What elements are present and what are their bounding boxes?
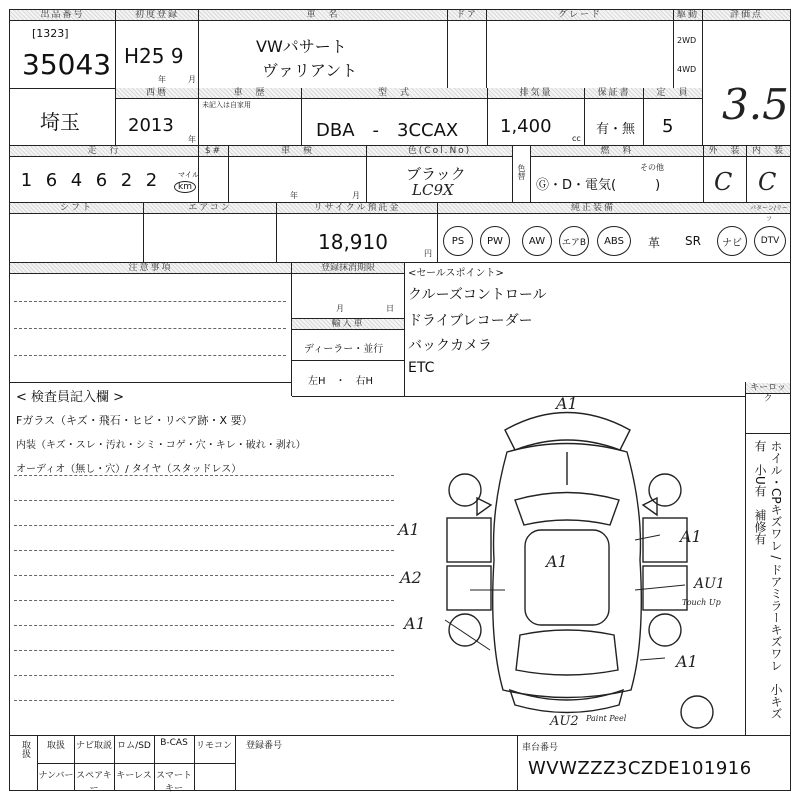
mark-front-roof: A1 [556,394,578,413]
reg-number-label: 登録番号 [245,741,282,751]
mileage-label: 走 行 [10,146,198,157]
drive-4wd: 4WD [677,65,697,74]
color-value: ブラック [406,165,466,183]
color-change-label: 色替 [517,164,526,180]
bottom-side-cell [10,736,38,790]
right-rear-door [643,566,687,610]
equip-leather: 革 [648,236,661,250]
inspector-interior: 内装（キズ・スレ・汚れ・シミ・コゲ・穴・キレ・破れ・剥れ） [16,440,306,451]
mark-right-rear: A1 [676,652,698,671]
car-front-roof-outline [505,413,630,451]
car-name-label: 車 名 [199,10,447,21]
sales-point: ドライブレコーダー [408,313,533,329]
type-value: DBA - 3CCAX [316,120,459,141]
car-name-line1: VWパサート [256,37,347,56]
warranty-label: 保証書 [585,88,643,99]
grade-label: グレード [487,10,673,21]
bottom-side-label: 取扱 [20,740,30,758]
recycle-label: リサイクル預託金 [277,203,437,214]
equip-ps-badge: PS [443,226,473,256]
history-label: 車 歴 [199,88,301,99]
bottom-cell: B-CAS [160,738,188,748]
mark-right-front: A1 [680,527,702,546]
shaken-year: 年 [290,191,298,200]
fuel-label: 燃 料 [531,146,703,157]
mileage-digit: 2 [120,170,133,191]
replaced-label: $# [199,146,228,157]
roof-panel [525,530,609,625]
windshield [515,493,619,526]
bottom-cell: スペアキー [76,771,112,794]
rear-window [516,630,618,675]
month-unit: 月 [188,75,196,84]
history-note: 未記入は自家用 [202,101,251,109]
equip-abs-badge: ABS [597,226,631,256]
equip-airbag-badge: エアB [559,226,589,256]
import-label: 輸入車 [292,319,404,330]
bottom-cell: 取扱 [46,741,65,751]
pointer-line [635,535,660,540]
inspector-glass: Fガラス（キズ・飛石・ヒビ・リペア跡・X 要） [16,414,253,427]
equip-sunroof: SR [685,234,701,248]
fuel-value: Ⓖ・D・電気( ) [536,178,661,193]
equip-aw-badge: AW [522,226,552,256]
deadline-month: 月 [336,304,344,313]
pointer-line [640,658,665,660]
equipment-label: 純正装備 [438,203,748,214]
year-unit: 年 [158,75,166,84]
import-handle: 左H ・ 右H [308,376,374,387]
left-rear-door [447,566,491,610]
extra-label: パターン/リーフ [748,203,790,214]
bottom-cell: ロム/SD [117,741,151,751]
mark-left-front: A1 [398,520,420,539]
deadline-day: 日 [386,304,394,313]
first-reg-label: 初度登録 [116,10,198,21]
mark-roof: A1 [546,552,568,571]
mark-left-door: A2 [400,568,422,587]
exterior-label: 外 装 [704,146,746,157]
bottom-cell: リモコン [195,741,232,751]
fuel-other: その他 [640,163,664,172]
key-lock-label: キーロック [746,383,790,394]
model-year-unit: 年 [188,135,196,144]
region-value: 埼玉 [40,110,80,134]
spare-wheel [681,696,713,728]
mileage-unit-mile: マイル [178,171,199,179]
right-mirror [643,498,657,515]
chassis-value: WVWZZZ3CZDE101916 [528,758,752,779]
wheel-front-left [449,474,481,506]
color-label: 色(Col.No) [367,146,512,157]
left-front-door [447,518,491,562]
displacement-label: 排気量 [488,88,584,99]
caution-label: 注意事項 [10,263,291,274]
model-year-label: 西暦 [116,88,198,99]
warranty-value: 有・無 [596,122,636,137]
rear-bumper [510,690,623,713]
lot-number: 35043 [22,48,112,81]
interior-value: C [758,168,777,196]
shift-label: シフト [10,203,143,214]
mileage-digit: 2 [145,170,158,191]
type-label: 型 式 [302,88,487,99]
inspector-title: < 検査員記入欄 > [16,390,125,405]
sales-point: クルーズコントロール [408,287,547,303]
first-reg-value: H25 9 [124,44,184,68]
exterior-value: C [714,168,733,196]
drive-2wd: 2WD [677,36,697,45]
mark-rear: AU2 [550,714,579,729]
seats-value: 5 [662,116,674,137]
interior-label: 内 装 [747,146,790,157]
bottom-cell: スマートキー [156,771,192,794]
mileage-digit: 6 [45,170,58,191]
shaken-month: 月 [352,191,360,200]
ac-label: エアコン [144,203,276,214]
car-name-line2: ヴァリアント [262,61,358,80]
displacement-value: 1,400 [500,116,552,137]
model-year-value: 2013 [128,115,174,136]
lot-sub: [1323] [32,27,69,40]
displacement-unit: cc [572,134,581,143]
wheel-rear-right [649,614,681,646]
inspector-audio: オーディオ（無し・穴）/ タイヤ（スタッドレス） [16,464,242,475]
shaken-label: 車 検 [229,146,366,157]
mileage-digit: 1 [20,170,33,191]
mark-rear-note: Paint Peel [586,714,627,723]
mileage-unit-km: km [174,181,196,193]
lot-label: 出品番号 [10,10,115,21]
reg-deadline-label: 登録抹消期限 [292,263,404,274]
seats-label: 定 員 [644,88,702,99]
equip-navi-badge: ナビ [717,226,747,256]
mark-touchup-note: Touch Up [682,598,721,607]
recycle-unit: 円 [424,249,432,258]
left-mirror [477,498,491,515]
side-damage-text: ホイル・CPキズワレ / ドアミラーキズワレ 小キズ有 小U有 補修有 [753,440,783,720]
bottom-cell: ナンバー [38,771,74,781]
mark-left-rear: A1 [404,614,426,633]
equip-dtv-badge: DTV [754,226,786,256]
import-dealer: ディーラー・並行 [304,344,384,355]
drive-label: 駆動 [674,10,702,21]
wheel-front-right [649,474,681,506]
sales-point: ETC [408,360,435,376]
mileage-digits [14,170,164,194]
bottom-cell: ナビ取説 [75,741,112,751]
recycle-value: 18,910 [318,230,388,254]
mileage-digit: 6 [95,170,108,191]
score-label: 評価点 [703,10,790,21]
equip-pw-badge: PW [480,226,510,256]
bottom-cell: キーレス [116,771,152,781]
sales-point: バックカメラ [408,338,492,354]
color-code: LC9X [412,181,454,199]
mileage-digit: 4 [70,170,83,191]
score-value: 3.5 [722,80,789,129]
mark-right-door: AU1 [694,576,725,592]
door-label: ドア [448,10,486,21]
sales-label: <セールスポイント> [408,268,504,279]
chassis-label: 車台番号 [522,743,559,753]
